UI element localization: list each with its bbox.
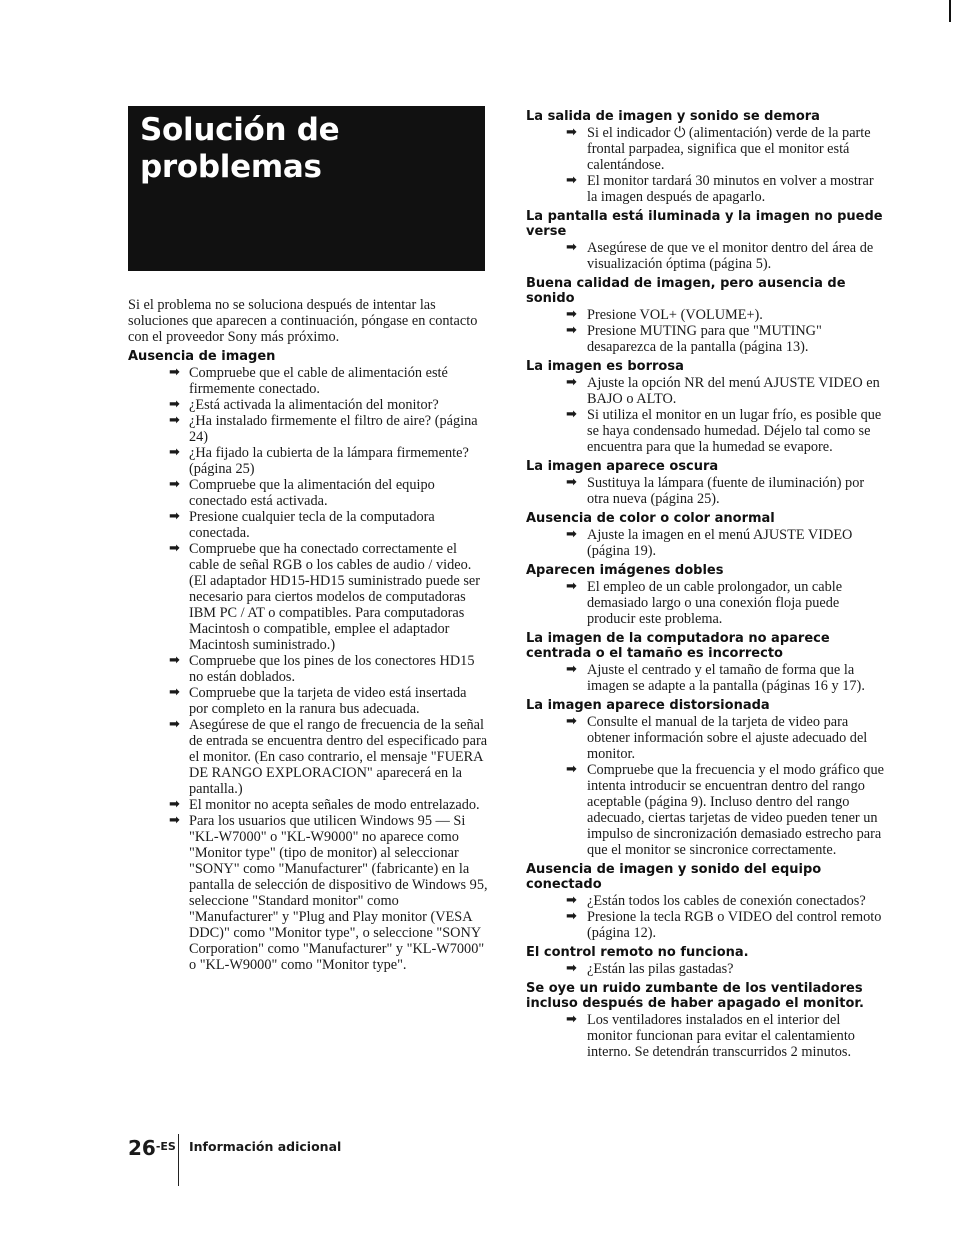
- list-item-text: Ajuste la imagen en el menú AJUSTE VIDEO (página 19).: [587, 527, 853, 559]
- list-item: [128, 413, 488, 445]
- list-item: [526, 375, 886, 407]
- list-item-text: ¿Ha fijado la cubierta de la lámpara firmemente? (página 25): [189, 445, 469, 477]
- arrow-icon: ➡: [169, 813, 180, 828]
- list-item-text: Compruebe que la frecuencia y el modo gráfico que intenta introducir se encuentran dentro del rango aceptable (página 9). Incluso dentro del rango adecuado, ciertas tarjetas de video pueden tener un impulso de sincronización demasiado estrecho para que el monitor se sincronice correctamente.: [587, 762, 884, 858]
- arrow-icon: ➡: [169, 685, 180, 700]
- page-number-value: 26: [128, 1136, 156, 1160]
- arrow-icon: ➡: [566, 909, 577, 924]
- list-item: [128, 509, 488, 541]
- section-heading: Se oye un ruido zumbante de los ventiladores incluso después de haber apagado el monitor.: [526, 981, 864, 1011]
- arrow-icon: ➡: [169, 413, 180, 428]
- section-heading: La imagen de la computadora no aparece centrada o el tamaño es incorrecto: [526, 631, 830, 661]
- arrow-icon: ➡: [566, 579, 577, 594]
- arrow-icon: ➡: [566, 407, 577, 422]
- list-item: [526, 527, 886, 559]
- list-item: [526, 662, 886, 694]
- section-item-list: [526, 125, 886, 205]
- arrow-icon: ➡: [169, 717, 180, 732]
- section-heading: Buena calidad de imagen, pero ausencia de sonido: [526, 276, 846, 306]
- footer-divider: [178, 1134, 179, 1186]
- arrow-icon: ➡: [169, 797, 180, 812]
- list-item: [526, 240, 886, 272]
- list-item-text: Si utiliza el monitor en un lugar frío, es posible que se haya condensado humedad. Déjelo tal como se encuentra para que la humedad se evapore.: [587, 407, 882, 455]
- list-item: [128, 365, 488, 397]
- list-item: [128, 653, 488, 685]
- footer-section-label: Información adicional: [189, 1139, 342, 1154]
- list-item-text: Presione la tecla RGB o VIDEO del control remoto (página 12).: [587, 909, 882, 941]
- list-item: [128, 397, 488, 413]
- arrow-icon: ➡: [169, 653, 180, 668]
- arrow-icon: ➡: [566, 475, 577, 490]
- list-item-text: Ajuste la opción NR del menú AJUSTE VIDEO en BAJO o ALTO.: [587, 375, 880, 407]
- list-item-text: Compruebe que los pines de los conectores HD15 no están doblados.: [189, 653, 475, 685]
- arrow-icon: ➡: [566, 762, 577, 777]
- list-item: [526, 893, 886, 909]
- arrow-icon: ➡: [566, 125, 577, 140]
- list-item: [526, 407, 886, 455]
- title-banner: [128, 106, 485, 271]
- right-column: [526, 105, 886, 1060]
- list-item: [128, 717, 488, 797]
- list-item-text: Para los usuarios que utilicen Windows 95 — Si "KL-W7000" o "KL-W9000" no aparece como "Monitor type" (tipo de monitor) al seleccionar "SONY" como "Manufacturer" (fabricante) en la pantalla de selección de dispositivo de Windows 95, seleccione "Standard monitor" como "Manufacturer" y "Plug and Play monitor (VESA DDC)" como "Monitor type", o seleccione "SONY Corporation" como "Manufacturer" y "KL-W7000" o "KL-W9000" como "Monitor type".: [189, 813, 488, 973]
- section-heading: La imagen aparece distorsionada: [526, 698, 770, 713]
- arrow-icon: ➡: [566, 240, 577, 255]
- arrow-icon: ➡: [566, 173, 577, 188]
- intro-paragraph: Si el problema no se soluciona después de intentar las soluciones que aparecen a continuación, póngase en contacto con el proveedor Sony más próximo.: [128, 297, 478, 345]
- section-item-list: [526, 579, 886, 627]
- list-item: [526, 323, 886, 355]
- list-item: [526, 1012, 886, 1060]
- list-item-text: ¿Están las pilas gastadas?: [587, 961, 734, 977]
- right-sections: [526, 109, 886, 1060]
- list-item: [526, 173, 886, 205]
- list-item-text: ¿Ha instalado firmemente el filtro de aire? (página 24): [189, 413, 478, 445]
- arrow-icon: ➡: [169, 397, 180, 412]
- section-heading: La pantalla está iluminada y la imagen no puede verse: [526, 209, 883, 239]
- list-item: [128, 813, 488, 973]
- list-item-text: Sustituya la lámpara (fuente de iluminación) por otra nueva (página 25).: [587, 475, 865, 507]
- list-item: [526, 714, 886, 762]
- section-item-list: [526, 375, 886, 455]
- list-item: [526, 909, 886, 941]
- list-item: [128, 477, 488, 509]
- list-item: [526, 475, 886, 507]
- section-item-list: [526, 893, 886, 941]
- section-heading: La imagen es borrosa: [526, 359, 684, 374]
- list-item-text: Compruebe que ha conectado correctamente el cable de señal RGB o los cables de audio / video. (El adaptador HD15-HD15 suministrado puede ser necesario para ciertos modelos de computadoras IBM PC / AT o compatibles. Para computadoras Macintosh o compatible, emplee el adaptador Macintosh suministrado.): [189, 541, 481, 653]
- arrow-icon: ➡: [566, 1012, 577, 1027]
- section-heading: Ausencia de imagen: [128, 349, 276, 364]
- list-item-text: Compruebe que la tarjeta de video está insertada por completo en la ranura bus adecuada.: [189, 685, 467, 717]
- page-number: [128, 1136, 176, 1159]
- list-item-text: Si el indicador ⏻ (alimentación) verde de la parte frontal parpadea, significa que el monitor está calentándose.: [587, 125, 871, 173]
- arrow-icon: ➡: [169, 445, 180, 460]
- list-item-text: Asegúrese de que el rango de frecuencia de la señal de entrada se encuentra dentro del especificado para el monitor. (En caso contrario, el mensaje "FUERA DE RANGO EXPLORACION" aparecerá en la pantalla.): [189, 717, 488, 797]
- arrow-icon: ➡: [566, 323, 577, 338]
- list-item: [526, 579, 886, 627]
- page-number-suffix: -ES: [155, 1140, 176, 1153]
- section-item-list: [526, 662, 886, 694]
- list-item: [128, 685, 488, 717]
- section-heading: La salida de imagen y sonido se demora: [526, 109, 820, 124]
- arrow-icon: ➡: [566, 714, 577, 729]
- list-item: [128, 797, 488, 813]
- list-item-text: Presione MUTING para que "MUTING" desaparezca de la pantalla (página 13).: [587, 323, 822, 355]
- list-item-text: El monitor no acepta señales de modo entrelazado.: [189, 797, 480, 813]
- arrow-icon: ➡: [169, 541, 180, 556]
- arrow-icon: ➡: [566, 527, 577, 542]
- arrow-icon: ➡: [566, 893, 577, 908]
- list-item: [128, 445, 488, 477]
- list-item-text: Consulte el manual de la tarjeta de video para obtener información sobre el ajuste adecuado del monitor.: [587, 714, 868, 762]
- list-item-text: Asegúrese de que ve el monitor dentro del área de visualización óptima (página 5).: [587, 240, 874, 272]
- section-heading: Aparecen imágenes dobles: [526, 563, 724, 578]
- list-item: [526, 307, 886, 323]
- arrow-icon: ➡: [169, 509, 180, 524]
- arrow-icon: ➡: [566, 961, 577, 976]
- arrow-icon: ➡: [169, 365, 180, 380]
- list-item: [526, 125, 886, 173]
- section-heading: Ausencia de imagen y sonido del equipo conectado: [526, 862, 822, 892]
- list-item-text: Compruebe que la alimentación del equipo conectado está activada.: [189, 477, 435, 509]
- page-title: Solución de problemas: [140, 112, 340, 185]
- section-heading: El control remoto no funciona.: [526, 945, 749, 960]
- section-item-list: [128, 365, 488, 973]
- list-item-text: El monitor tardará 30 minutos en volver a mostrar la imagen después de apagarlo.: [587, 173, 874, 205]
- section-item-list: [526, 961, 886, 977]
- arrow-icon: ➡: [566, 662, 577, 677]
- section-item-list: [526, 475, 886, 507]
- list-item-text: Presione cualquier tecla de la computadora conectada.: [189, 509, 435, 541]
- list-item-text: Los ventiladores instalados en el interior del monitor funcionan para evitar el calentamiento interno. Se detendrán transcurridos 2 minutos.: [587, 1012, 855, 1060]
- list-item: [526, 961, 886, 977]
- list-item-text: Ajuste el centrado y el tamaño de forma que la imagen se adapte a la pantalla (páginas 16 y 17).: [587, 662, 865, 694]
- list-item-text: ¿Está activada la alimentación del monitor?: [189, 397, 439, 413]
- list-item-text: ¿Están todos los cables de conexión conectados?: [587, 893, 866, 909]
- section-item-list: [526, 527, 886, 559]
- list-item-text: El empleo de un cable prolongador, un cable demasiado largo o una conexión floja puede producir este problema.: [587, 579, 843, 627]
- left-sections: [128, 349, 488, 973]
- page-edge-mark: [949, 0, 951, 22]
- list-item-text: Compruebe que el cable de alimentación esté firmemente conectado.: [189, 365, 448, 397]
- arrow-icon: ➡: [566, 307, 577, 322]
- section-item-list: [526, 240, 886, 272]
- section-heading: Ausencia de color o color anormal: [526, 511, 775, 526]
- left-column: [128, 297, 488, 973]
- list-item: [128, 541, 488, 653]
- arrow-icon: ➡: [566, 375, 577, 390]
- list-item: [526, 762, 886, 858]
- section-item-list: [526, 1012, 886, 1060]
- arrow-icon: ➡: [169, 477, 180, 492]
- section-item-list: [526, 714, 886, 858]
- section-item-list: [526, 307, 886, 355]
- list-item-text: Presione VOL+ (VOLUME+).: [587, 307, 763, 323]
- section-heading: La imagen aparece oscura: [526, 459, 719, 474]
